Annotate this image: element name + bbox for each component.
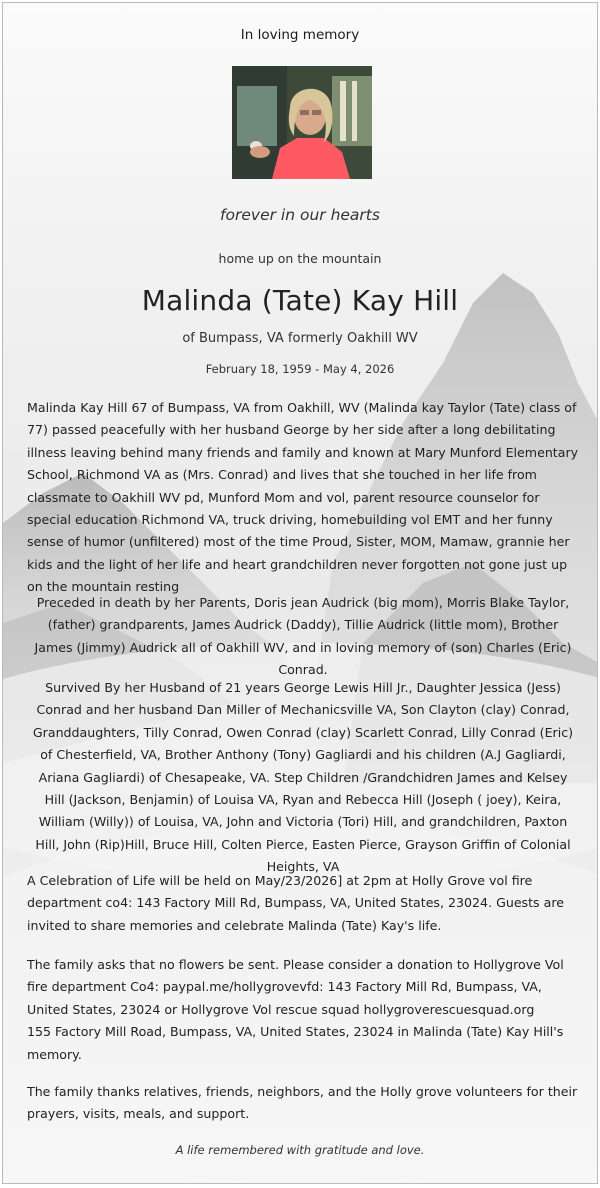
obituary-paragraph-preceded: Preceded in death by her Parents, Doris jean Audrick (big mom), Morris Blake Taylor, (father) grandparents, James Audrick (Daddy), Tillie Audrick (little mom), Brother James (Jimmy) Audrick all of Oakhill WV, and in loving memory of (son) Charles (Eric) Conrad. — [34, 595, 572, 678]
forever-in-our-hearts-line: forever in our hearts — [220, 206, 380, 224]
in-loving-memory-label: In loving memory — [240, 27, 360, 43]
obituary-paragraph-celebration: A Celebration of Life will be held on May/23/2026] at 2pm at Holly Grove vol fire department co4: 143 Factory Mill Rd, Bumpass, VA, United States, 23024. Guests are invited to share memories and celebrate Malinda (Tate) Kay's life. — [27, 873, 564, 933]
donations-text: The family asks that no flowers be sent. Please consider a donation to Hollygrove Vol fire department Co4: paypal.me/hollygrovevfd: 143 Factory Mill Rd, Bumpass, VA, United States, 23024 or Hollygrove Vol rescue squad hollygroverescuesquad.org — [27, 957, 564, 1017]
deceased-name: Malinda (Tate) Kay Hill — [141, 284, 459, 317]
life-dates: February 18, 1959 - May 4, 2026 — [205, 362, 395, 376]
obituary-paragraph-survived: Survived By her Husband of 21 years George Lewis Hill Jr., Daughter Jessica (Jess) Conrad and her husband Dan Miller of Mechanicsville VA, Son Clayton (clay) Conrad, Granddaughters, Tilly Conrad, Owen Conrad (clay) Scarlett Conrad, Lilly Conrad (Eric) of Chesterfield, VA, Brother Anthony (Tony) Gagliardi and his children (A.J Gagliardi, Ariana Gagliardi) of Chesapeake, VA. Step Children /Grandchidren James and Kelsey Hill (Jackson, Benjamin) of Louisa VA, Ryan and Rebecca Hill (Joseph ( joey), Keira, William (Willy)) of Louisa, VA, John and Victoria (Tori) Hill, and grandchildren, Paxton Hill, John (Rip)Hill, Bruce Hill, Colten Pierce, Easten Pierce, Grayson Griffin of Colonial Heights, VA — [32, 680, 574, 875]
obituary-paragraph-biography: Malinda Kay Hill 67 of Bumpass, VA from Oakhill, WV (Malinda kay Taylor (Tate) class of 77) passed peacefully with her husband George by her side after a long debilitating illness leaving behind many friends and family and known at Mary Munford Elementary School, Richmond VA as (Mrs. Conrad) and lives that she touched in her life from classmate to Oakhill WV pd, Munford Mom and vol, parent resource counselor for special education Richmond VA, truck driving, homebuilding vol EMT and her funny sense of humor (unfiltered) most of the time Proud, Sister, MOM, Mamaw, grannie her kids and the light of her life and heart grandchildren never forgotten not gone just up on the mountain resting — [27, 400, 579, 595]
obituary-paragraph-donations — [27, 954, 579, 1066]
hometown-line: of Bumpass, VA formerly Oakhill WV — [182, 331, 418, 346]
closing-line: A life remembered with gratitude and love. — [175, 1143, 425, 1157]
home-on-mountain-line: home up on the mountain — [218, 251, 382, 266]
portrait-photo — [232, 66, 372, 179]
donations-address: 155 Factory Mill Road, Bumpass, VA, United States, 23024 in Malinda (Tate) Kay Hill's memory. — [27, 1024, 564, 1062]
obituary-paragraph-thanks: The family thanks relatives, friends, neighbors, and the Holly grove volunteers for their prayers, visits, meals, and support. — [27, 1084, 578, 1122]
obituary-card — [2, 2, 598, 1184]
